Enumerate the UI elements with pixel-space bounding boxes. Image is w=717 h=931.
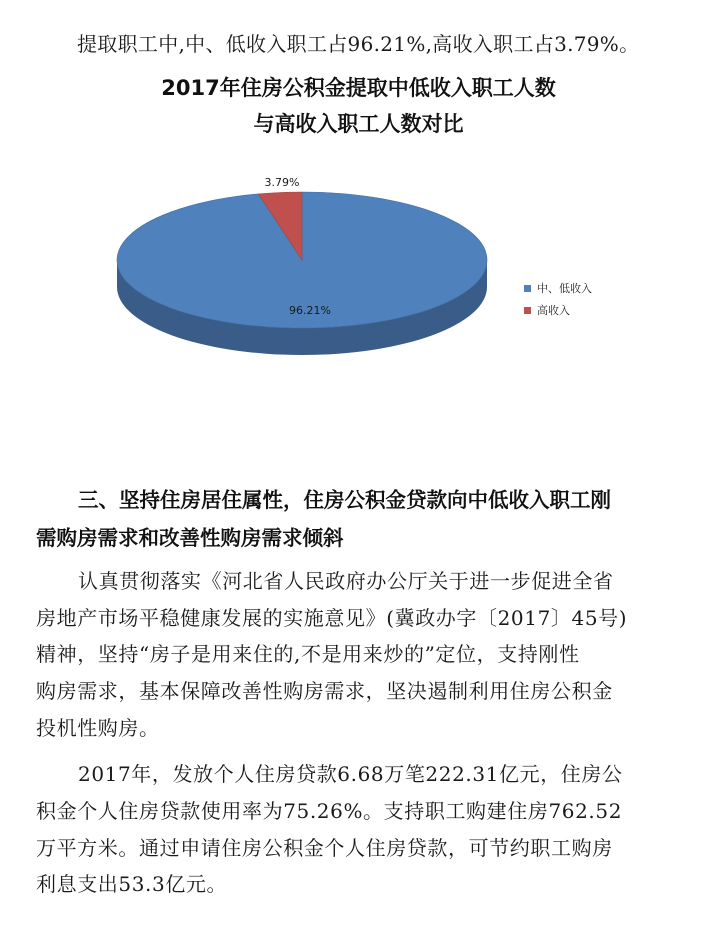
paragraph1-line: 认真贯彻落实《河北省人民政府办公厅关于进一步促进全省 [78,569,614,593]
legend-label: 中、低收入 [537,282,592,295]
legend-swatch [524,307,531,314]
data-label-low-mid-income: 96.21% [289,304,331,317]
paragraph1-line: 购房需求，基本保障改善性购房需求，坚决遏制利用住房公积金 [36,679,613,703]
paragraph2-line: 2017年，发放个人住房贷款6.68万笔222.31亿元，住房公 [78,762,623,786]
paragraph2-line: 万平方米。通过申请住房公积金个人住房贷款，可节约职工购房 [36,836,613,860]
legend-swatch [524,285,531,292]
paragraph2-line: 积金个人住房贷款使用率为75.26%。支持职工购建住房762.52 [36,799,623,823]
paragraph1-line: 投机性购房。 [36,716,160,740]
intro-text: 提取职工中,中、低收入职工占96.21%,高收入职工占3.79%。 [77,32,640,56]
data-label-high-income: 3.79% [264,176,300,189]
chart-title-line2: 与高收入职工人数对比 [253,112,464,136]
legend-label: 高收入 [537,304,570,317]
paragraph1-line: 精神，坚持“房子是用来住的,不是用来炒的”定位，支持刚性 [36,642,580,666]
section-heading-line1: 三、坚持住房居住属性，住房公积金贷款向中低收入职工刚 [78,488,611,512]
pie-chart [0,150,717,440]
paragraph2-line: 利息支出53.3亿元。 [36,872,228,896]
chart-title-line1: 2017年住房公积金提取中低收入职工人数 [161,76,556,100]
section-heading-line2: 需购房需求和改善性购房需求倾斜 [36,526,344,550]
paragraph1-line: 房地产市场平稳健康发展的实施意见》(冀政办字〔2017〕45号) [36,606,628,630]
